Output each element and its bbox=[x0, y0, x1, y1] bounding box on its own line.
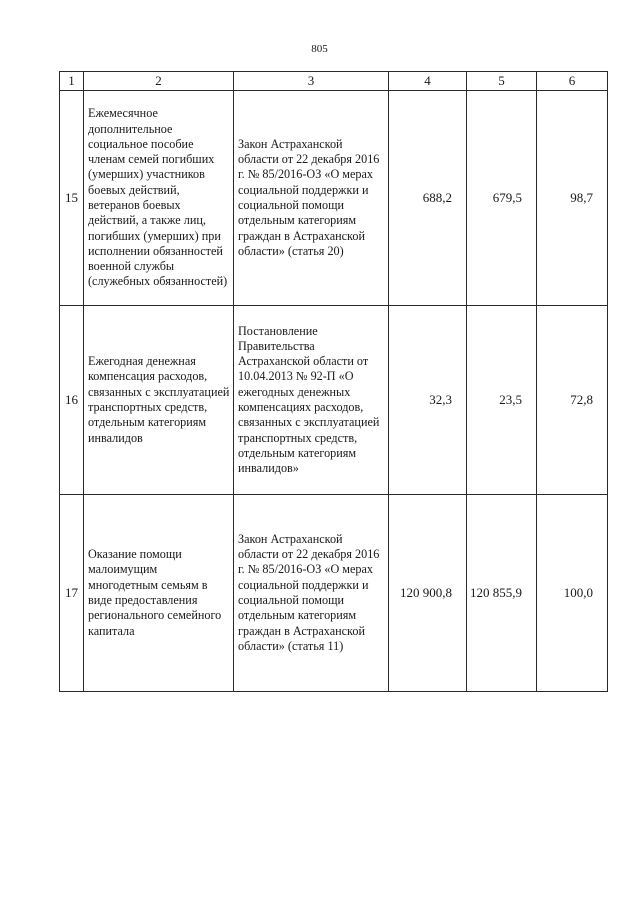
table-header-row bbox=[60, 72, 608, 91]
row-description: Ежегодная денежная компенсация расходов, связанных с эксплуатацией транспортных средств, отдельным категориям инвалидов bbox=[84, 306, 234, 495]
row-value-col4: 32,3 bbox=[389, 306, 467, 495]
table-row bbox=[60, 91, 608, 306]
column-header: 3 bbox=[234, 72, 389, 91]
page-number: 805 bbox=[311, 43, 328, 55]
table-row bbox=[60, 495, 608, 692]
row-value-col4: 688,2 bbox=[389, 91, 467, 306]
row-value-col6: 98,7 bbox=[537, 91, 608, 306]
column-header: 1 bbox=[60, 72, 84, 91]
row-number: 15 bbox=[60, 91, 84, 306]
row-number: 16 bbox=[60, 306, 84, 495]
column-header: 4 bbox=[389, 72, 467, 91]
row-value-col6: 100,0 bbox=[537, 495, 608, 692]
row-legal-basis: Постановление Правительства Астраханской области от 10.04.2013 № 92-П «О ежегодных денежных компенсациях расходов, связанных с эксплуатацией транспортных средств, отдельным категориям инвалидов» bbox=[234, 306, 389, 495]
column-header: 5 bbox=[467, 72, 537, 91]
row-number: 17 bbox=[60, 495, 84, 692]
column-header: 6 bbox=[537, 72, 608, 91]
row-legal-basis: Закон Астраханской области от 22 декабря 2016 г. № 85/2016-ОЗ «О мерах социальной поддержки и социальной помощи отдельным категориям граждан в Астраханской области» (статья 11) bbox=[234, 495, 389, 692]
row-value-col5: 679,5 bbox=[467, 91, 537, 306]
column-header: 2 bbox=[84, 72, 234, 91]
row-value-col5: 23,5 bbox=[467, 306, 537, 495]
table-row bbox=[60, 306, 608, 495]
row-value-col4: 120 900,8 bbox=[389, 495, 467, 692]
row-value-col5: 120 855,9 bbox=[467, 495, 537, 692]
row-description: Ежемесячное дополнительное социальное пособие членам семей погибших (умерших) участников боевых действий, ветеранов боевых действий, а также лиц, погибших (умерших) при исполнении обязанностей военной службы (служебных обязанностей) bbox=[84, 91, 234, 306]
row-description: Оказание помощи малоимущим многодетным семьям в виде предоставления регионального семейного капитала bbox=[84, 495, 234, 692]
report-table bbox=[59, 71, 608, 692]
row-value-col6: 72,8 bbox=[537, 306, 608, 495]
row-legal-basis: Закон Астраханской области от 22 декабря 2016 г. № 85/2016-ОЗ «О мерах социальной поддержки и социальной помощи отдельным категориям граждан в Астраханской области» (статья 20) bbox=[234, 91, 389, 306]
